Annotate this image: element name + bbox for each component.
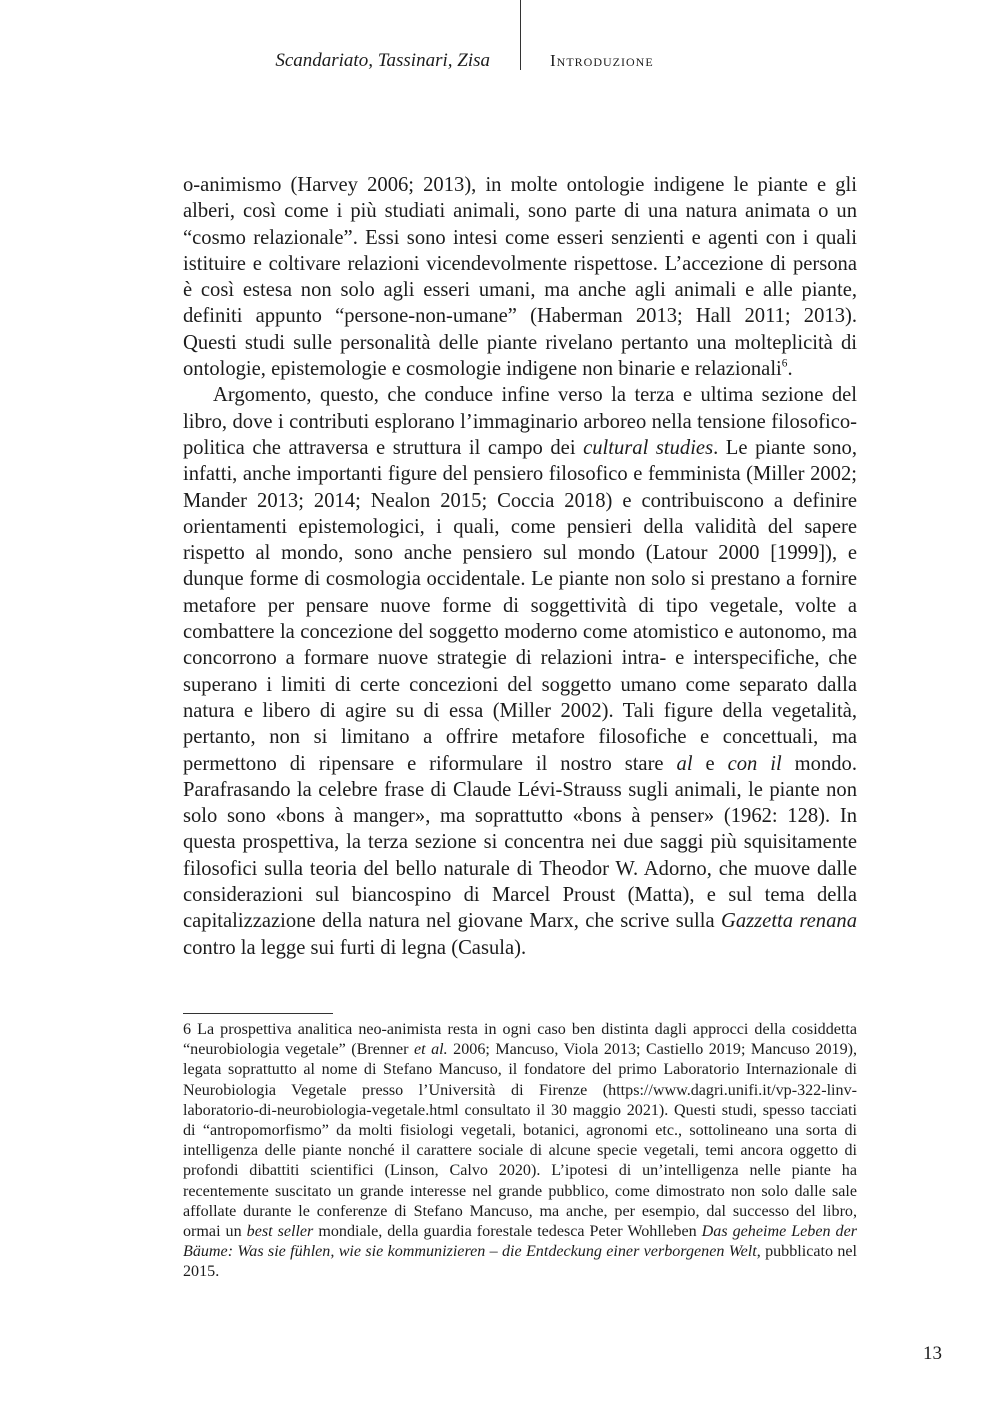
paragraph-2-segment: mondo. Parafrasando la celebre frase di Claude Lévi-Strauss sugli animali, le piante non solo sono «bons à manger», ma soprattutto «bons à penser» (1962: 128). In questa prospettiva, la terza sezione si concentra nei due saggi più squisitamente filosofici sulla teoria del bello naturale di Theodor W. Adorno, che muove dalle considerazioni sul biancospino di Marcel Proust (Matta), e sul tema della capitalizzazione della natura nel giovane Marx, che scrive sulla [183, 752, 857, 933]
footnote-6 [183, 1020, 857, 1283]
italic-term: al [676, 752, 693, 775]
footnote-segment: mondiale, della guardia forestale tedesca Peter Wohlleben [313, 1223, 702, 1241]
running-header-authors: Scandariato, Tassinari, Zisa [275, 50, 490, 71]
main-text [183, 172, 857, 961]
footnote-segment: , pubblicato nel 2015. [183, 1243, 857, 1281]
paragraph-1-end: . [787, 358, 793, 381]
paragraph-2-segment: contro la legge sui furti di legna (Casula). [183, 936, 527, 959]
italic-book-title: Das geheime Leben der Bäume: Was sie fühlen, wie sie kommunizieren – die Entdeckung einer verborgenen Welt [183, 1223, 857, 1261]
footnote-reference[interactable]: 6 [781, 357, 788, 370]
footnote-segment: La prospettiva analitica neo-animista resta in ogni caso ben distinta dagli approcci della cosiddetta “neurobiologia vegetale” (Brenner [183, 1021, 857, 1059]
paragraph-2-segment: Argomento, questo, che conduce infine verso la terza e ultima sezione del libro, dove i contributi esplorano l’immaginario arboreo nella tensione filosofico-politica che attraversa e struttura il campo dei [183, 384, 857, 459]
header-divider [520, 0, 521, 70]
running-header-section: Introduzione [550, 51, 654, 70]
footnote-rule [183, 1013, 333, 1014]
paragraph-2 [183, 382, 857, 961]
italic-term: con il [727, 752, 782, 775]
footnote-number: 6 [183, 1021, 192, 1038]
italic-term: et al. [414, 1041, 448, 1059]
paragraph-2-segment: . Le piante sono, infatti, anche importanti figure del pensiero filosofico e femminista (Miller 2002; Mander 2013; 2014; Nealon 2015; Coccia 2018) e contribuiscono a definire orientamenti epistemologici, i quali, come pensieri della validità del sapere rispetto al mondo, sono anche pensiero sul mondo (Latour 2000 [1999]), e dunque forme di cosmologia occidentale. Le piante non solo si prestano a fornire metafore per pensare nuove forme di soggettività di tipo vegetale, volte a combattere la concezione del soggetto moderno come atomistico e autonomo, ma concorrono a formare nuove strategie di relazioni intra- e interspecifiche, che superano i limiti di certe concezioni del soggetto umano come separato dalla natura e libero di agire su di essa (Miller 2002). Tali figure della vegetalità, pertanto, non si limitano a offrire metafore filosofiche e concettuali, ma permettono di ripensare e riformulare il nostro stare [183, 436, 858, 775]
italic-term: cultural studies [583, 436, 714, 459]
italic-term: best seller [246, 1223, 314, 1241]
paragraph-2-segment: e [692, 752, 728, 775]
page-number: 13 [923, 1343, 942, 1364]
italic-title: Gazzetta renana [720, 910, 857, 933]
footnote-segment: 2006; Mancuso, Viola 2013; Castiello 2019; Mancuso 2019), legata soprattutto al nome di Stefano Mancuso, il fondatore del primo Laboratorio Internazionale di Neurobiologia Vegetale presso l’Università di Firenze (https://​www.dagri.unifi.it/vp-322-linv-laboratorio-di-neurobiologia-vegetale.html consultato il 30 maggio 2021). Questi studi, spesso tacciati di “antropomorfismo” da molti fisiologi vegetali, botanici, agronomi etc., sottolineano una sorta di intelligenza delle piante nonché il carattere sociale di alcune specie vegetali, temi ancora oggetto di profondi dibattiti scientifici (Linson, Calvo 2020). L’ipotesi di un’intelligenza nelle piante ha recentemente suscitato un grande interesse nel grande pubblico, come dimostrato non solo dalle sale affollate durante le conferenze di Stefano Mancuso, ma anche, per esempio, dal successo del libro, ormai un [183, 1041, 857, 1241]
paragraph-1 [183, 172, 857, 382]
paragraph-1-text: o-animismo (Harvey 2006; 2013), in molte ontologie indigene le piante e gli alberi, così come i più studiati animali, sono parte di una natura animata o un “cosmo relazionale”. Essi sono intesi come esseri senzienti e agenti con i quali istituire e coltivare relazioni vicendevolmente rispettose. L’accezione di persona è così estesa non solo agli esseri umani, ma anche agli animali e alle piante, definiti appunto “persone-non-umane” (Haberman 2013; Hall 2011; 2013). Questi studi sulle personalità delle piante rivelano pertanto una molteplicità di ontologie, epistemologie e cosmologie indigene non binarie e relazionali [183, 174, 857, 381]
